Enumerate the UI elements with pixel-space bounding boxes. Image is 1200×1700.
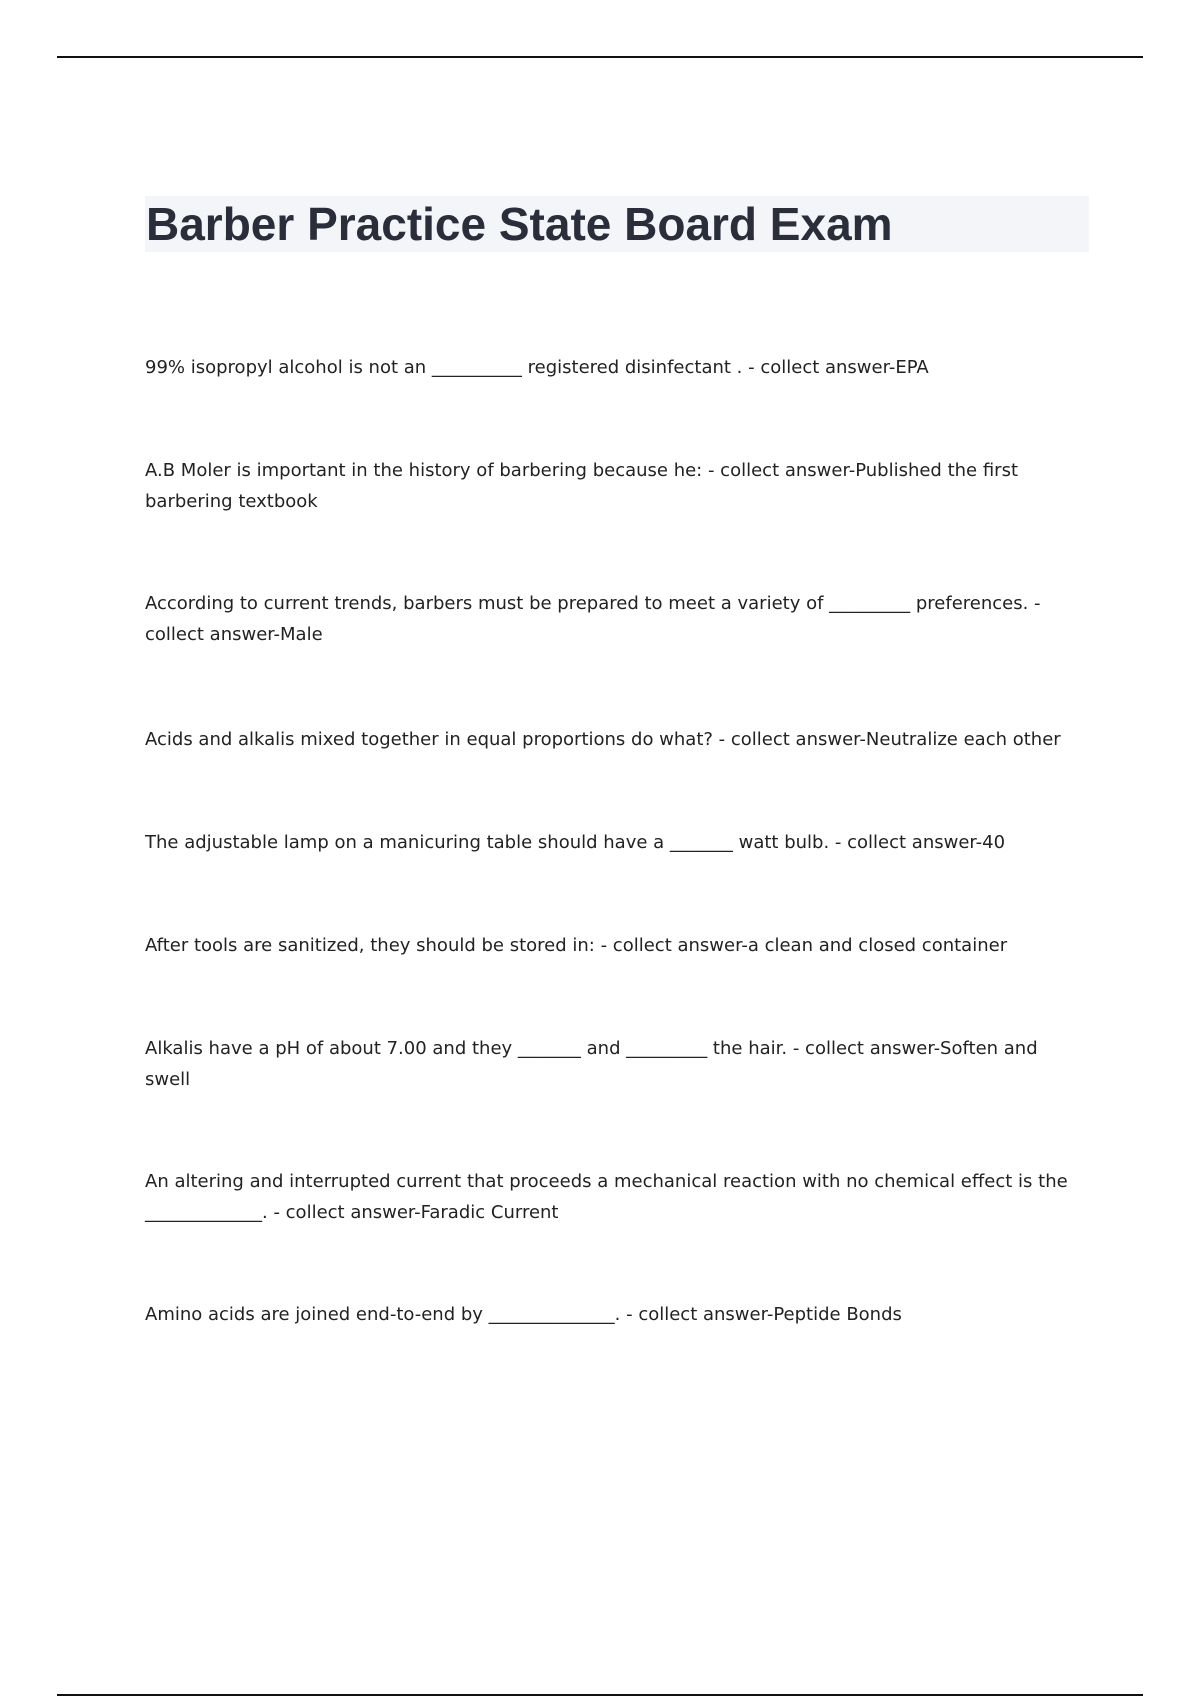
question-item: After tools are sanitized, they should be stored in: - collect answer-a clean and closed container [145, 935, 1008, 956]
question-item: A.B Moler is important in the history of barbering because he: - collect answer-Published the first barbering textbook [145, 460, 1019, 512]
question-item: Alkalis have a pH of about 7.00 and they _______ and _________ the hair. - collect answer-Soften and swell [145, 1038, 1038, 1090]
page-title: Barber Practice State Board Exam [146, 198, 893, 250]
question-item: An altering and interrupted current that proceeds a mechanical reaction with no chemical effect is the _____________. - collect answer-Faradic Current [145, 1171, 1068, 1223]
question-item: Amino acids are joined end-to-end by ______________. - collect answer-Peptide Bonds [145, 1304, 902, 1325]
question-item: According to current trends, barbers must be prepared to meet a variety of _________ preferences. - collect answer-Male [145, 593, 1041, 645]
question-item: Acids and alkalis mixed together in equal proportions do what? - collect answer-Neutralize each other [145, 729, 1061, 750]
top-rule [57, 56, 1143, 58]
question-item: The adjustable lamp on a manicuring table should have a _______ watt bulb. - collect answer-40 [145, 832, 1006, 853]
question-item: 99% isopropyl alcohol is not an __________ registered disinfectant . - collect answer-EPA [145, 357, 929, 378]
bottom-rule [57, 1694, 1143, 1696]
